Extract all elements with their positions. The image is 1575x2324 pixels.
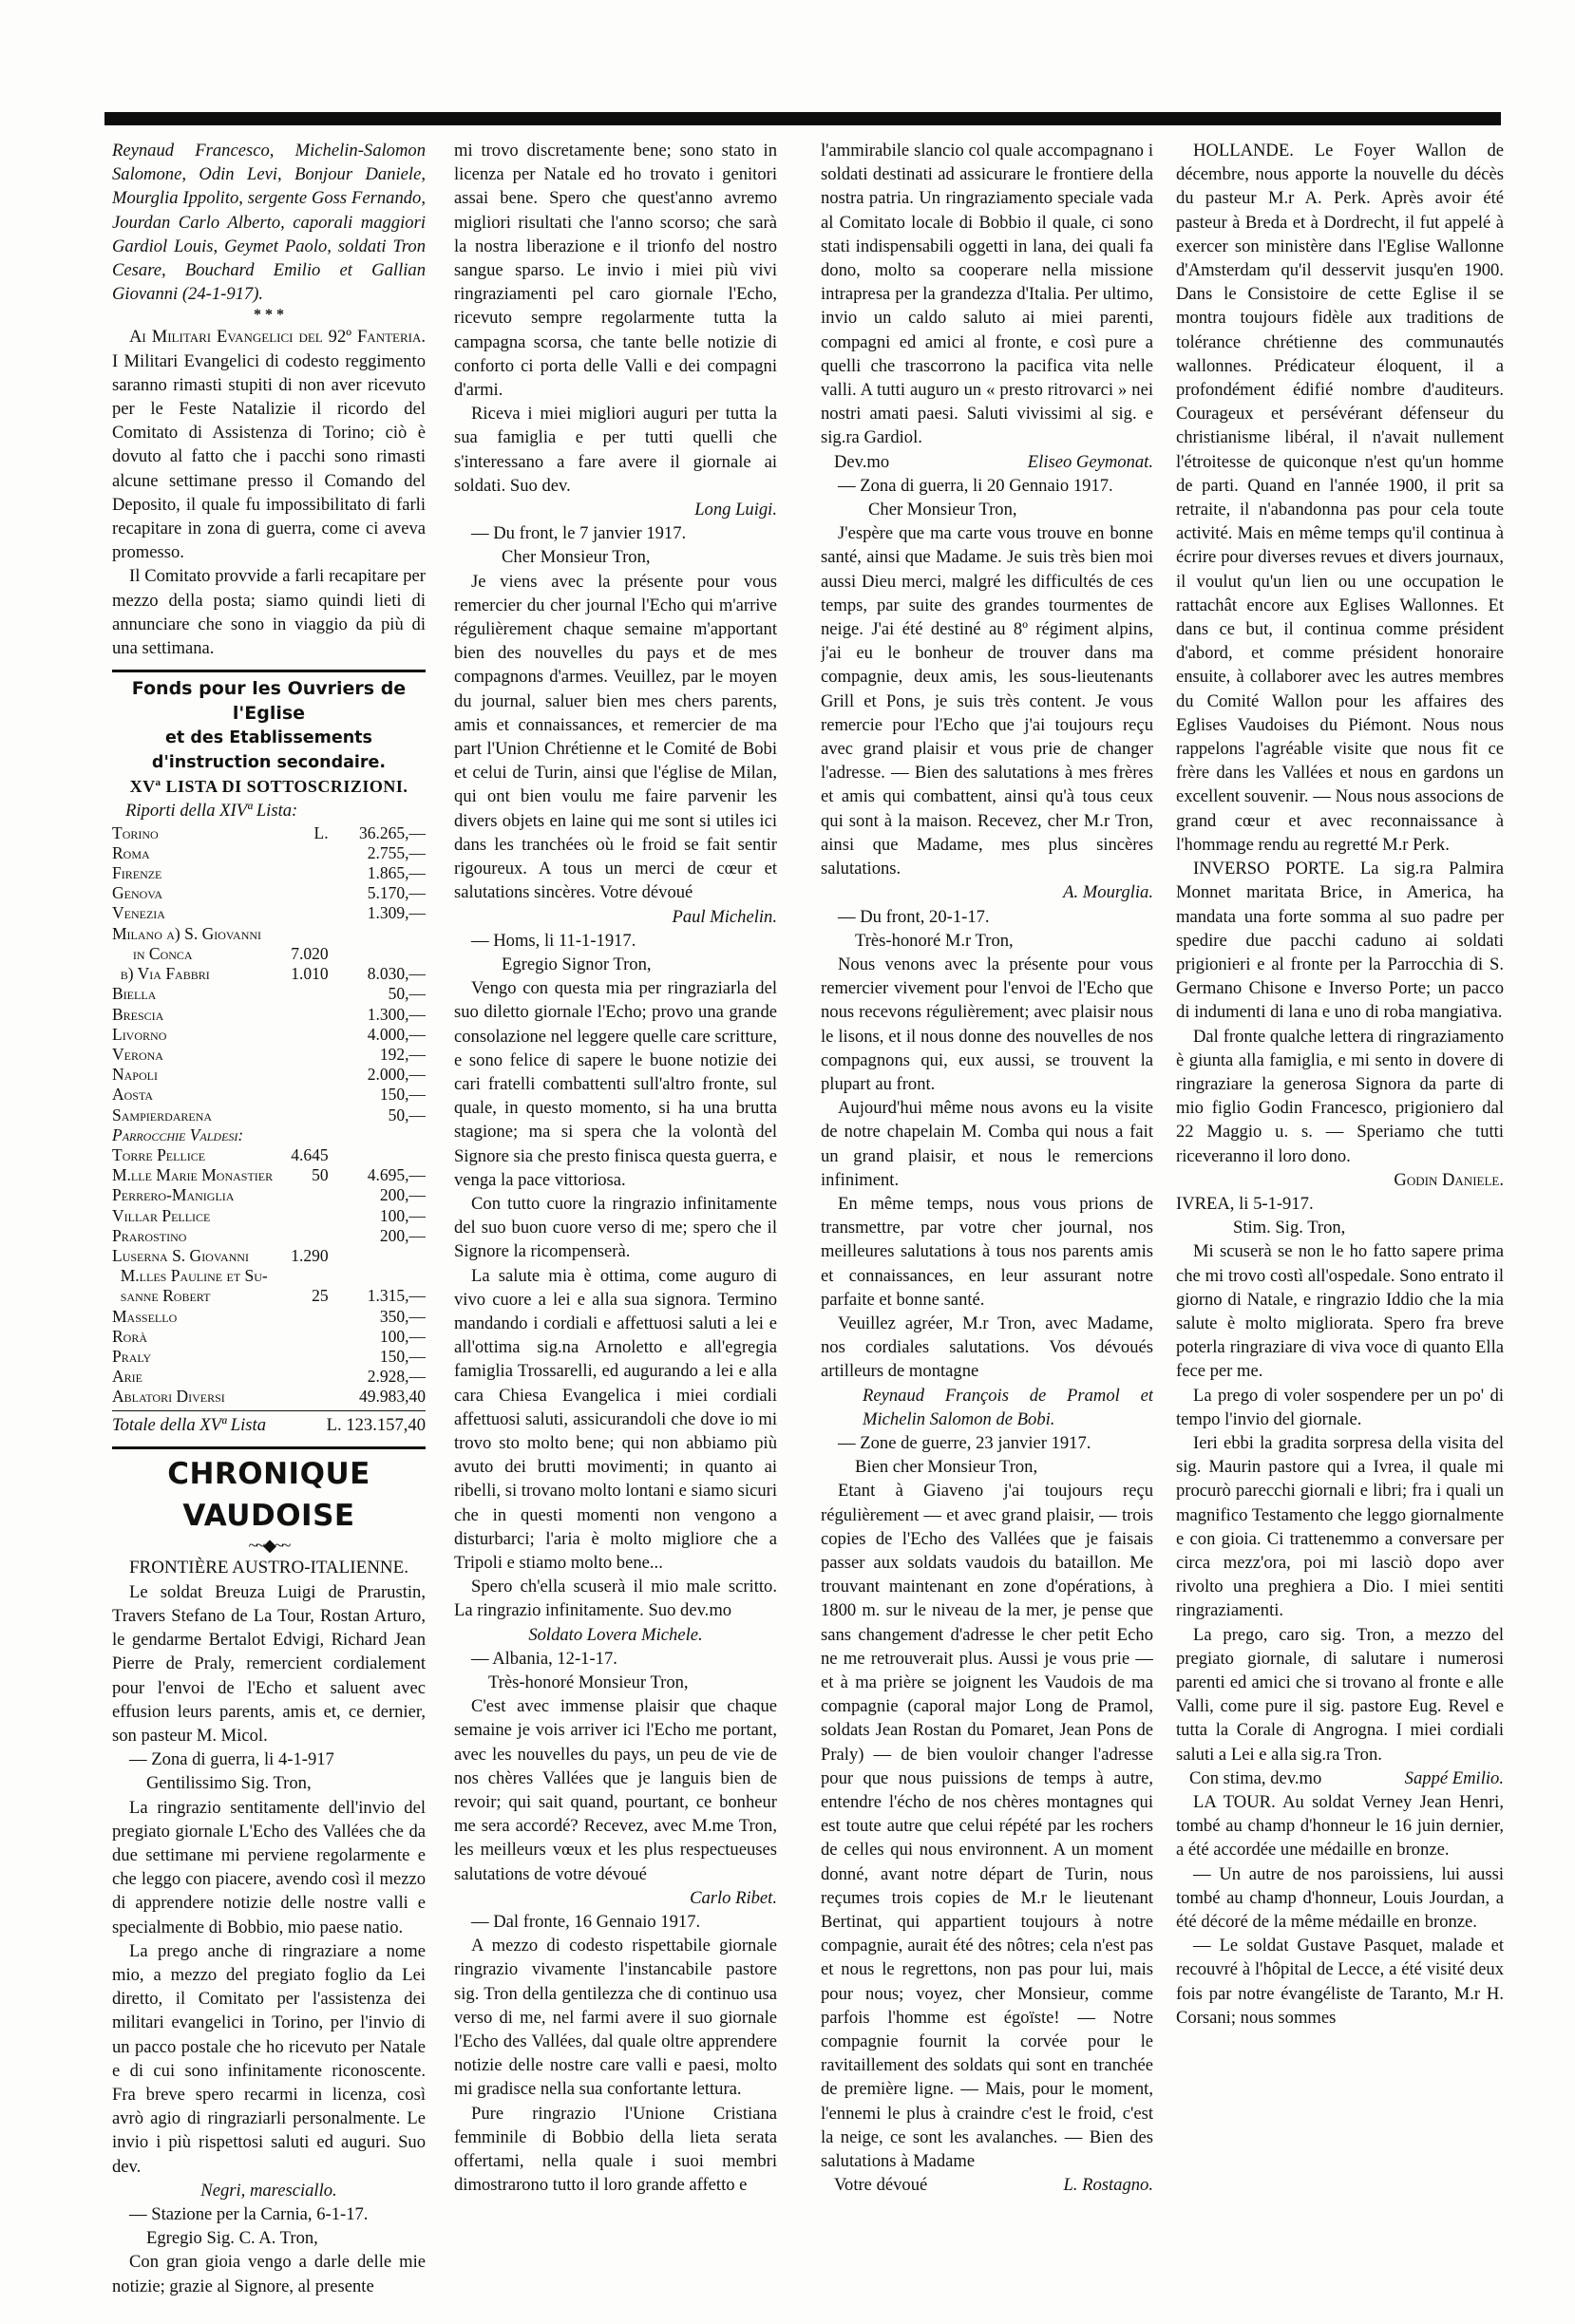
subscription-row	[112, 1367, 426, 1387]
subscription-partial	[273, 1206, 328, 1226]
signature-closing: Con stima, dev.mo	[1189, 1767, 1322, 1788]
subscription-name: sanne Robert	[112, 1286, 211, 1306]
letter-dateline: — Stazione per la Carnia, 6-1-17.	[129, 2204, 369, 2225]
letter-paragraph: Aujourd'hui même nous avons eu la visite de notre chapelain M. Comba qui nous a fait un grand plaisir, et nous le remercions infiniment.	[821, 1098, 1153, 1190]
subscription-partial	[273, 1025, 328, 1045]
militari-lead: Ai Militari Evangelici del 92º Fanteria.	[129, 327, 426, 348]
news-paragraph: — Un autre de nos paroissiens, lui aussi tombé au champ d'honneur, Louis Jourdan, a été décoré de la même médaille en bronze.	[1176, 1863, 1504, 1933]
subscription-row	[112, 1185, 426, 1205]
section-rule	[112, 1446, 426, 1449]
latour-text: Au soldat Verney Jean Henri, tombé au champ d'honneur le 16 juin dernier, a été accordée une médaille en bronze.	[1176, 1792, 1504, 1861]
letter-salutation: Stim. Sig. Tron,	[1233, 1218, 1346, 1238]
column-1	[112, 139, 426, 2304]
subscription-partial	[273, 984, 328, 1004]
signature-name: Eliseo Geymonat.	[1027, 451, 1153, 472]
hollande-text: Le Foyer Wallon de décembre, nous apporte la nouvelle du décès du pasteur M.r A. Perk. Après avoir été pasteur à Breda et à Dordrecht, il fut appelé à exercer son ministère dans l'Eglise Wallonne d'Amsterdam qu'il desservit jusqu'en 1900. Dans le Consistoire de cette Eglise il se montra toujours fidèle aux traditions de tolérance chrétienne des communautés wallonnes. Prédicateur éloquent, il a profondément édifié nombre d'auditeurs. Courageux et persévérant défenseur du christianisme libéral, il n'avait nullement l'étroitesse de quiconque n'est qu'un homme de parti. Quand en l'année 1900, il prit sa retraite, il n'abandonna pas pour cela toute activité. Mais en même temps qu'il continua à écrire pour diverses revues et divers journaux, il voulut qu'un lien ou une occupation le rattachât encore aux Eglises Wallonnes. Et dans ce but, il continua comme président d'abord, et comme président honoraire ensuite, à collaborer avec les autres membres du Comité Wallon pour les affaires des Eglises Vaudoises du Piémont. Nous nous rappelons l'agréable visite que nous fit ce frère dans les Vallées et nous en gardons un excellent souvenir. — Nous nous associons de grand cœur et avec reconnaissance à l'hommage rendu au regretté M.r Perk.	[1176, 141, 1504, 855]
letter-signature: Long Luigi.	[694, 500, 777, 520]
subscription-row	[112, 1005, 426, 1025]
subscription-amount: 4.000,—	[367, 1024, 426, 1044]
subscription-partial	[273, 1085, 328, 1105]
subscription-amount: 1.865,—	[367, 863, 426, 883]
hollande-paragraph	[1176, 139, 1504, 857]
subscription-amount: 100,—	[379, 1205, 426, 1225]
letter-dateline: — Zone de guerre, 23 janvier 1917.	[838, 1432, 1091, 1453]
subscription-row	[112, 843, 426, 863]
subscription-name: Biella	[112, 984, 157, 1004]
stars-divider: * * *	[254, 307, 284, 324]
latour-lead: LA TOUR.	[1193, 1792, 1276, 1813]
letter-dateline: — Dal fronte, 16 Gennaio 1917.	[471, 1912, 701, 1933]
frontiere-title: FRONTIÈRE AUSTRO-ITALIENNE.	[128, 1557, 408, 1578]
comitato-paragraph: Il Comitato provvide a farli recapitare per mezzo della posta; siamo quindi lieti di annunciare che sono in viaggio da più di una settimana.	[112, 566, 426, 659]
subscription-row	[112, 924, 426, 944]
chronique-title: CHRONIQUE VAUDOISE	[167, 1456, 370, 1533]
subscription-amount: 200,—	[379, 1185, 426, 1205]
subscription-amount: 192,—	[379, 1044, 426, 1064]
subscription-name: Aosta	[112, 1085, 154, 1105]
letter-paragraph: La ringrazio sentitamente dell'invio del pregiato giornale L'Echo des Vallées che da due settimane mi perviene regolarmente e che leggo con piacere, avendo così il mezzo di apprendere notizie delle nostre valli e specialmente di Bobbio, mio paese natio.	[112, 1797, 426, 1937]
column-4	[1176, 139, 1504, 2304]
subscription-partial	[273, 1185, 328, 1205]
letter-dateline: — Du front, 20-1-17.	[838, 906, 990, 927]
subscription-partial: 1.290	[291, 1245, 329, 1265]
section-rule	[112, 670, 426, 672]
militari-paragraph	[112, 325, 426, 564]
letter-salutation: Egregio Sig. C. A. Tron,	[146, 2228, 318, 2249]
letter-salutation: Gentilissimo Sig. Tron,	[146, 1773, 312, 1794]
subscription-row	[112, 1045, 426, 1065]
subscription-amount	[329, 1246, 426, 1266]
letter-dateline: — Zona di guerra, li 4-1-917	[129, 1749, 334, 1770]
subscription-partial	[273, 1367, 328, 1387]
hollande-lead: HOLLANDE.	[1193, 141, 1294, 161]
subscription-name: Livorno	[112, 1024, 167, 1044]
subscription-amount: 1.300,—	[367, 1004, 426, 1024]
letter-signature: Soldato Lovera Michele.	[528, 1624, 703, 1645]
subscription-name: Napoli	[112, 1065, 158, 1085]
news-paragraph: — Le soldat Gustave Pasquet, malade et recouvré à l'hôpital de Lecce, a été visité deux fois par notre évangéliste de Taranto, M.r H. Corsani; nous sommes	[1176, 1936, 1504, 2028]
inverso-lead: INVERSO PORTE.	[1193, 859, 1345, 879]
signature-name: Sappé Emilio.	[1404, 1767, 1504, 1788]
subscription-partial: 4.645	[291, 1144, 329, 1164]
letter-paragraph: Con tutto cuore la ringrazio infinitamente del suo buon cuore verso di me; spero che il Signore la ricompenserà.	[454, 1193, 777, 1262]
letter-paragraph: l'ammirabile slancio col quale accompagnano i soldati destinati ad assicurare le frontiere della nostra patria. Un ringraziamento speciale vada al Comitato locale di Bobbio il quale, ci sono stati indispensabili oggetti in lana, dei quali fa dono, molto sa cooperare nella missione intrapresa per la grandezza d'Italia. Per ultimo, invio un caldo saluto ai miei parenti, compagni ed amici al fronte, e così pure a quelli che trascorrono la pacifica vita nelle valli. A tutti auguro un « presto ritrovarci » nei nostri amati paesi. Saluti vivissimi al sig. e sig.ra Gardiol.	[821, 141, 1153, 448]
letter-paragraph: Mi scuserà se non le ho fatto sapere prima che mi trovo costì all'ospedale. Sono entrato il giorno di Natale, e ringrazio Iddio che la mia salute è molto migliorata. Spero fra breve poterla ringraziare di viva voce di quanto Ella fece per me.	[1176, 1241, 1504, 1382]
subscription-amount: 150,—	[379, 1085, 426, 1105]
subscription-row	[112, 1165, 426, 1185]
letter-salutation: Bien cher Monsieur Tron,	[855, 1457, 1038, 1478]
lista-title: XVª LISTA DI SOTTOSCRIZIONI.	[129, 777, 408, 797]
subscription-row	[112, 964, 426, 984]
subscription-amount: 49.983,40	[359, 1387, 426, 1407]
subscription-row	[112, 903, 426, 923]
subscription-partial	[273, 1387, 328, 1407]
letter-signature: Negri, maresciallo.	[200, 2180, 337, 2201]
subscription-row	[112, 1206, 426, 1226]
letter-paragraph: Riceva i miei migliori auguri per tutta la sua famiglia e per tutti quelli che s'interessano a fare avere il giornale ai soldati. Suo dev.	[454, 404, 777, 496]
letter-signature	[1176, 1767, 1504, 1790]
subscription-row	[112, 1246, 426, 1266]
subscription-row	[112, 1307, 426, 1327]
subscription-partial	[273, 1327, 328, 1347]
letter-signature: Paul Michelin.	[672, 906, 777, 927]
subscription-amount: 2.928,—	[367, 1367, 426, 1387]
subscription-name: Ablatori Diversi	[112, 1387, 225, 1407]
letter-signature	[821, 450, 1153, 474]
subscription-amount	[329, 924, 426, 944]
subscription-amount	[329, 1125, 426, 1145]
subscription-amount: 5.170,—	[367, 883, 426, 903]
letter-paragraph: Vengo con questa mia per ringraziarla del suo diletto giornale l'Echo; provo una grande consolazione nel leggere quelle care scritture, e sono felice di sapere le buone notizie dei cari fratelli combattenti sull'altro fronte, sul quale, in questo momento, si ha una brutta stagione; ma si spera che la volontà del Signore sia che presto finisca questa guerra, e venga la pace vittoriosa.	[454, 978, 777, 1190]
letter-paragraph: Con gran gioia vengo a darle delle mie notizie; grazie al Signore, al presente	[112, 2252, 426, 2296]
subscription-row	[112, 1286, 426, 1306]
subscription-row	[112, 1085, 426, 1105]
subscription-partial	[273, 1005, 328, 1025]
subscription-amount: 200,—	[379, 1225, 426, 1245]
subscription-name: Torre Pellice	[112, 1144, 206, 1164]
letter-paragraph: Spero ch'ella scuserà il mio male scritto. La ringrazio infinitamente. Suo dev.mo	[454, 1577, 777, 1621]
subscription-name: Arie	[112, 1367, 142, 1387]
letter-paragraph: C'est avec immense plaisir que chaque semaine je vois arriver ici l'Echo me portant, avec les nouvelles du pays, un peu de vie de nos chères Vallées que je languis bien de revoir; qui sait quand, pourtant, ce bonheur me sera accordé? Recevez, avec M.me Tron, les meilleurs vœux et les plus respectueuses salutations de votre dévoué	[454, 1696, 777, 1884]
subscription-row	[112, 1327, 426, 1347]
letter-paragraph: En même temps, nous vous prions de transmettre, par votre cher journal, nos meilleures salutations à tous nos parents amis et connaissances, en leur assurant notre parfaite et bonne santé.	[821, 1193, 1153, 1310]
letter-salutation: Très-honoré Monsieur Tron,	[488, 1672, 689, 1692]
subscription-partial	[273, 883, 328, 903]
subscription-row	[112, 944, 426, 964]
fonds-title-2: et des Etablissements d'instruction secondaire.	[151, 728, 387, 773]
signature-closing: Votre dévoué	[834, 2175, 928, 2196]
subscription-partial	[273, 1307, 328, 1327]
letter-paragraph: La salute mia è ottima, come auguro di vivo cuore a lei e alla sua signora. Termino mandando i cordiali e affettuosi saluti a lei e all'ottima sig.na Arnoletto e all'egregia famiglia Trossarelli, ed augurando a lei e alla cara Chiesa Evangelica i miei cordiali affettuosi saluti, assicurandoli che dove io mi trovo sto molto bene; qui non abbiamo più avuto dei brutti movimenti; in quanto ai ribelli, si trovano molto lontani e siamo sicuri che in questi momenti non vengono a disturbarci; l'aria è molto migliore che a Tripoli e stiamo molto bene...	[454, 1265, 777, 1573]
subscription-name: Villar Pellice	[112, 1205, 211, 1225]
total-rule	[112, 1410, 426, 1411]
subscription-name: Praly	[112, 1346, 152, 1366]
letter-salutation: Cher Monsieur Tron,	[502, 547, 651, 568]
subscription-row	[112, 1145, 426, 1165]
subscription-partial	[273, 1347, 328, 1367]
subscription-partial	[273, 1105, 328, 1125]
news-paragraph: Dal fronte qualche lettera di ringraziamento è giunta alla famiglia, e mi sento in dovere di ringraziare la generosa Signora da parte di mio figlio Godin Francesco, prigioniero dal 22 Maggio u. s. — Speriamo che tutti riceveranno il loro dono.	[1176, 1026, 1504, 1166]
subscription-name: Roma	[112, 842, 150, 862]
subscription-amount	[329, 1266, 426, 1286]
subscription-amount: 36.265,—	[359, 822, 426, 842]
subscription-partial	[273, 1226, 328, 1246]
letter-signature: Reynaud François de Pramol et Michelin Salomon de Bobi.	[863, 1385, 1153, 1429]
letter-paragraph: La prego, caro sig. Tron, a mezzo del pregiato giornale, di salutare i numerosi parenti ed amici che si trovano al fronte e alle Valli, come pure il sig. pastore Eug. Revel e tutta la Corale di Angrogna. I miei cordiali saluti a Lei e alla sig.ra Tron.	[1176, 1624, 1504, 1765]
total-line	[112, 1413, 426, 1437]
letter-paragraph: Etant à Giaveno j'ai toujours reçu régulièrement — et avec grand plaisir, — trois copies de l'Echo des Vallées que je faisais passer aux soldats vaudois du bataillon. Me trouvant maintenant en zone d'opérations, à 1800 m. sur le niveau de la mer, je pense que sans changement d'adresse le cher petit Echo ne me retrouverait plus. Aussi je vous prie — et à ma prière se joignent les Vaudois de ma compagnie (caporal major Long de Pramol, soldats Jean Rostan du Pomaret, Jean Pons de Praly) — de bien vouloir changer l'adresse pour que nous puissions de temps à autre, entendre l'écho de nos chères montagnes qui est toute autre que celui répété par les rochers de celles qui nous environnent. A un moment donné, avant notre départ de Turin, nous reçumes trois copies de M.r le lieutenant Bertinat, qui appartient toujours à notre compagnie, aurait été des nôtres; cela n'est pas et nous le regrettons, non pas pour lui, mais pour nous; voyez, cher Monsieur, comme parfois l'homme est égoïste! — Notre compagnie fournit la corvée pour le ravitaillement des soldats qui sont en tranchée de première ligne. — Mais, pour le moment, l'ennemi le plus à craindre c'est le froid, c'est la neige, ce sont les avalanches. — Bien des salutations à Madame	[821, 1481, 1153, 2172]
letter-dateline: — Du front, le 7 janvier 1917.	[471, 523, 687, 544]
subscription-name: Massello	[112, 1306, 178, 1326]
subscription-partial	[273, 1125, 328, 1145]
subscription-name: b) Via Fabbri	[112, 964, 210, 984]
letter-paragraph: A mezzo di codesto rispettabile giornale ringrazio vivamente l'instancabile pastore sig. Tron della gentilezza che di continuo usa verso di me, nel farmi avere il suo giornale l'Echo des Vallées, dal quale oltre apprendere notizie delle nostre care valli e paesi, molto mi gradisce nella sua confortante lettura.	[454, 1936, 777, 2100]
subscription-amount: 350,—	[379, 1306, 426, 1326]
subscription-row	[112, 1347, 426, 1367]
subscription-name: Genova	[112, 883, 163, 903]
subscription-name: Luserna S. Giovanni	[112, 1245, 249, 1265]
subscription-row	[112, 883, 426, 903]
letter-dateline: — Albania, 12-1-17.	[471, 1648, 617, 1669]
total-value: L. 123.157,40	[326, 1414, 426, 1435]
letter-paragraph: La prego di voler sospendere per un po' di tempo l'invio del giornale.	[1176, 1385, 1504, 1429]
subscription-name: Prarostino	[112, 1225, 187, 1245]
subscription-name: Milano a) S. Giovanni	[112, 923, 262, 943]
soldier-names-list: Reynaud Francesco, Michelin-Salomon Salomone, Odin Levi, Bonjour Daniele, Mourglia Ippolito, sergente Goss Fernando, Jourdan Carlo Alberto, caporali maggiori Gardiol Louis, Geymet Paolo, soldati Tron Cesare, Bouchard Emilio et Gallian Giovanni (24-1-917).	[112, 141, 426, 305]
subscription-partial	[273, 1065, 328, 1085]
signature-name: L. Rostagno.	[1063, 2175, 1153, 2196]
letter-signature: Carlo Ribet.	[690, 1887, 777, 1908]
inverso-text: La sig.ra Palmira Monnet maritata Brice, in America, ha mandata una forte somma al suo padre per spedire due pacchi caduno ai soldati prigionieri e al fronte per la Parrocchia di S. Germano Chisone e Inverso Porte; un pacco di indumenti di lana e uno di roba mangiativa.	[1176, 859, 1504, 1023]
letter-salutation: Cher Monsieur Tron,	[868, 500, 1017, 520]
subscription-amount: 2.000,—	[367, 1065, 426, 1085]
subscription-name: Perrero-Maniglia	[112, 1185, 235, 1205]
letter-salutation: Egregio Signor Tron,	[502, 954, 652, 974]
letter-paragraph: Pure ringrazio l'Unione Cristiana femminile di Bobbio della lieta serata offertami, nella quale i suoi membri dimostrarono tutto il loro grande affetto e	[454, 2103, 777, 2196]
letter-paragraph: Veuillez agréer, M.r Tron, avec Madame, nos cordiales salutations. Vos dévoués artilleurs de montagne	[821, 1313, 1153, 1382]
subscription-partial: 50	[312, 1165, 329, 1185]
subscription-name: Torino	[112, 822, 159, 842]
subscription-partial	[273, 1266, 328, 1286]
subscription-row	[112, 984, 426, 1004]
letter-dateline: — Zona di guerra, li 20 Gennaio 1917.	[838, 475, 1113, 496]
inverso-paragraph	[1176, 857, 1504, 1024]
subscription-row	[112, 1105, 426, 1125]
column-3	[821, 139, 1153, 2304]
subscription-partial: 1.010	[291, 964, 329, 984]
subscription-partial: 7.020	[291, 943, 329, 963]
subscription-partial	[273, 843, 328, 863]
subscription-row	[112, 1025, 426, 1045]
letter-paragraph: J'espère que ma carte vous trouve en bonne santé, ainsi que Madame. Je suis très bien moi aussi Dieu merci, malgré les difficultés de ces temps, par suite des grandes tourmentes de neige. J'ai été destiné au 8º régiment alpins, j'ai eu le bonheur de trouver dans ma compagnie, deux amis, les sous-lieutenants Grill et Pons, je suis très content. Je vous remercie pour l'Echo que j'ai toujours reçu avec grand plaisir et vous prie de changer l'adresse. — Bien des salutations à mes frères et amis qui combattent, ainsi qu'à tous ceux qui sont à la maison. Recevez, cher M.r Tron, ainsi que Madame, mes plus sincères salutations.	[821, 523, 1153, 879]
subscription-name: in Conca	[112, 943, 193, 963]
subscription-amount	[329, 1145, 426, 1165]
subscription-partial	[273, 903, 328, 923]
subscription-partial	[273, 924, 328, 944]
letter-paragraph: La prego anche di ringraziare a nome mio, a mezzo del pregiato foglio da Lei diretto, il Comitato per l'assistenza dei militari evangelici in Torino, per l'invio di un pacco postale che ho ricevuto per Natale e di cui sono infinitamente riconoscente. Fra breve spero recarmi in licenza, così avrò agio di ringraziarli personalmente. Le invio i più rispettosi saluti ed auguri. Suo dev.	[112, 1940, 426, 2177]
top-rule	[104, 112, 1501, 125]
subscription-row	[112, 1266, 426, 1286]
subscription-name: M.lles Pauline et Su-	[112, 1266, 268, 1286]
subscription-amount: 8.030,—	[367, 964, 426, 984]
militari-text: I Militari Evangelici di codesto reggimento saranno rimasti stupiti di non aver ricevuto per le Feste Natalizie il ricordo del Comitato di Assistenza di Torino; ciò è dovuto al fatto che i pacchi sono rimasti alcune settimane presso il Comando del Deposito, il quale fu impossibilitato di farli recapitare in zona di guerra, come ci aveva promesso.	[112, 350, 426, 563]
subscription-name: Venezia	[112, 903, 165, 923]
subscription-name: M.lle Marie Monastier	[112, 1165, 274, 1185]
subscription-amount: 50,—	[388, 1105, 426, 1124]
letter-dateline: — Homs, li 11-1-1917.	[471, 930, 636, 951]
subscription-amount: 100,—	[379, 1326, 426, 1346]
fonds-title-1: Fonds pour les Ouvriers de l'Eglise	[131, 678, 407, 725]
ornament-divider: ~~◆~~	[248, 1535, 290, 1555]
column-2	[454, 139, 777, 2304]
subscription-row	[112, 863, 426, 883]
subscription-name: Firenze	[112, 863, 162, 883]
letter-salutation: Très-honoré M.r Tron,	[855, 930, 1014, 951]
subscription-amount: 1.309,—	[367, 903, 426, 923]
letter-paragraph: Ieri ebbi la gradita sorpresa della visita del sig. Maurin pastore qui a Ivrea, il quale mi procurò parecchi giornali e libri; fra i quali un magnifico Testamento che leggo giornalmente e con gioia. Ci trattenemmo a conversare per circa mezz'ora, poi mi lasciò dopo aver rivolto una preghiera a Dio. I miei sentiti ringraziamenti.	[1176, 1432, 1504, 1621]
total-label: Totale della XVª Lista	[112, 1414, 266, 1435]
subscription-amount: 50,—	[388, 984, 426, 1004]
subscription-amount: 2.755,—	[367, 842, 426, 862]
subscription-amount: 1.315,—	[367, 1286, 426, 1306]
news-signature: Godin Daniele.	[1394, 1169, 1504, 1190]
subscription-name: Sampierdarena	[112, 1105, 213, 1124]
subscription-name: Parrocchie Valdesi:	[112, 1124, 244, 1144]
frontiere-paragraph: Le soldat Breuza Luigi de Prarustin, Travers Stefano de La Tour, Rostan Arturo, le gendarme Bertalot Edvigi, Richard Jean Pierre de Praly, remercient cordialement pour l'envoi de l'Echo et saluent avec effusion leurs parents, amis et, ce dernier, son pasteur M. Micol.	[112, 1581, 426, 1746]
subscription-name: Brescia	[112, 1004, 164, 1024]
letter-signature	[821, 2173, 1153, 2197]
subscription-amount: 4.695,—	[367, 1165, 426, 1185]
subscription-partial	[273, 1045, 328, 1065]
subscription-row	[112, 1226, 426, 1246]
letter-paragraph: Je viens avec la présente pour vous remercier du cher journal l'Echo qui m'arrive régulièrement chaque semaine m'apportant bien des nouvelles du pays et de mes compagnons d'armes. Veuillez, par le moyen du journal, saluer bien mes chers parents, amis et connaissances, et remercier de ma part l'Union Chrétienne et le Comité de Bobi et celui de Turin, ainsi que l'église de Milan, qui ont bien voulu me faire parvenir les divers objets en laine qui me sont si utiles ici dans les tranchées où le froid se fait sentir rigoureux. A tous un merci de cœur et salutations sincères. Votre dévoué	[454, 571, 777, 903]
letter-paragraph: mi trovo discretamente bene; sono stato in licenza per Natale ed ho trovato i genitori assai bene. Spero che quest'anno avremo migliori risultati che l'anno scorso; che sarà la nostra liberazione e il trionfo del nostro sangue sparso. Le invio i miei più vivi ringraziamenti pel caro giornale l'Echo, ricevuto sempre regolarmente tutta la campagna scorsa, che tante belle notizie di conforto ci porta delle Valli e dei compagni d'armi.	[454, 141, 777, 401]
subscription-name: Rorà	[112, 1326, 148, 1346]
subscription-amount	[329, 944, 426, 964]
subscription-row	[112, 823, 426, 843]
latour-paragraph	[1176, 1790, 1504, 1862]
letter-paragraph: Nous venons avec la présente pour vous remercier vivement pour l'envoi de l'Echo que nous recevons régulièrement; avec plaisir nous le lisons, et il nous donne des nouvelles de nos compagnons qui, eux aussi, se trouvent la plupart au front.	[821, 954, 1153, 1094]
subscription-row	[112, 1387, 426, 1407]
subscription-row	[112, 1065, 426, 1085]
subscription-amount: 150,—	[379, 1346, 426, 1366]
subscription-partial: 25	[312, 1286, 329, 1306]
subscription-name: Verona	[112, 1044, 163, 1064]
subscription-row	[112, 1125, 426, 1145]
subscription-table	[112, 823, 426, 1408]
letter-dateline: IVREA, li 5-1-917.	[1176, 1193, 1314, 1214]
riporti-label: Riporti della XIVª Lista:	[125, 801, 298, 822]
subscription-partial: L.	[313, 822, 329, 842]
letter-signature: A. Mourglia.	[1063, 882, 1153, 903]
subscription-partial	[273, 863, 328, 883]
signature-closing: Dev.mo	[834, 451, 890, 472]
